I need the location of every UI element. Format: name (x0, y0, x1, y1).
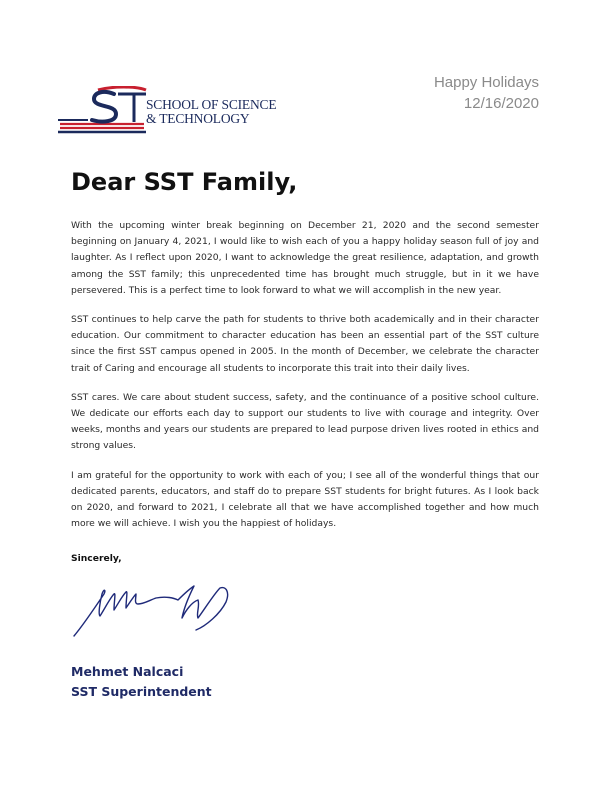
logo-wordmark (146, 98, 276, 126)
sst-logo-mark (58, 86, 148, 134)
logo-line-2: & TECHNOLOGY (146, 111, 250, 126)
signer-title: SST Superintendent (71, 684, 212, 699)
handwritten-signature (70, 580, 250, 642)
paragraph-4: I am grateful for the opportunity to work with each of you; I see all of the wonderful things that our dedicated parents, educators, and staff do to prepare SST students for bright futures. As I look back on 2020, and forward to 2021, I celebrate all that we have accomplished together and how much more we will achieve. I wish you the happiest of holidays. (71, 469, 539, 530)
letter-date: 12/16/2020 (463, 95, 539, 112)
paragraph-1: With the upcoming winter break beginning on December 21, 2020 and the second semester beginning on January 4, 2021, I would like to wish each of you a happy holiday season full of joy and laughter. As I reflect upon 2020, I want to acknowledge the great resilience, adaptation, and growth among the SST family; this unprecedented time has brought much struggle, but in it we have persevered. This is a perfect time to look forward to what we will accomplish in the new year. (71, 220, 539, 296)
closing: Sincerely, (71, 553, 122, 564)
header-greeting (434, 72, 539, 114)
paragraph-2: SST continues to help carve the path for students to thrive both academically and in their character education. Our commitment to character education has been an essential part of the SST culture since the first SST campus opened in 2005. In the month of December, we celebrate the character trait of Caring and encourage all students to incorporate this trait into their daily lives. (71, 314, 539, 374)
signer-name: Mehmet Nalcaci (71, 664, 184, 679)
paragraph-3: SST cares. We care about student success, safety, and the continuance of a positive school culture. We dedicate our efforts each day to support our students to live with courage and integrity. Over weeks, months and years our students are prepared to lead purpose driven lives rooted in ethics and strong values. (71, 391, 539, 452)
sst-logo (58, 86, 283, 134)
salutation: Dear SST Family, (71, 168, 298, 196)
occasion-text: Happy Holidays (433, 74, 539, 91)
signer-block (71, 662, 212, 702)
letter-body (71, 218, 539, 545)
logo-line-1: SCHOOL OF SCIENCE (146, 97, 277, 112)
